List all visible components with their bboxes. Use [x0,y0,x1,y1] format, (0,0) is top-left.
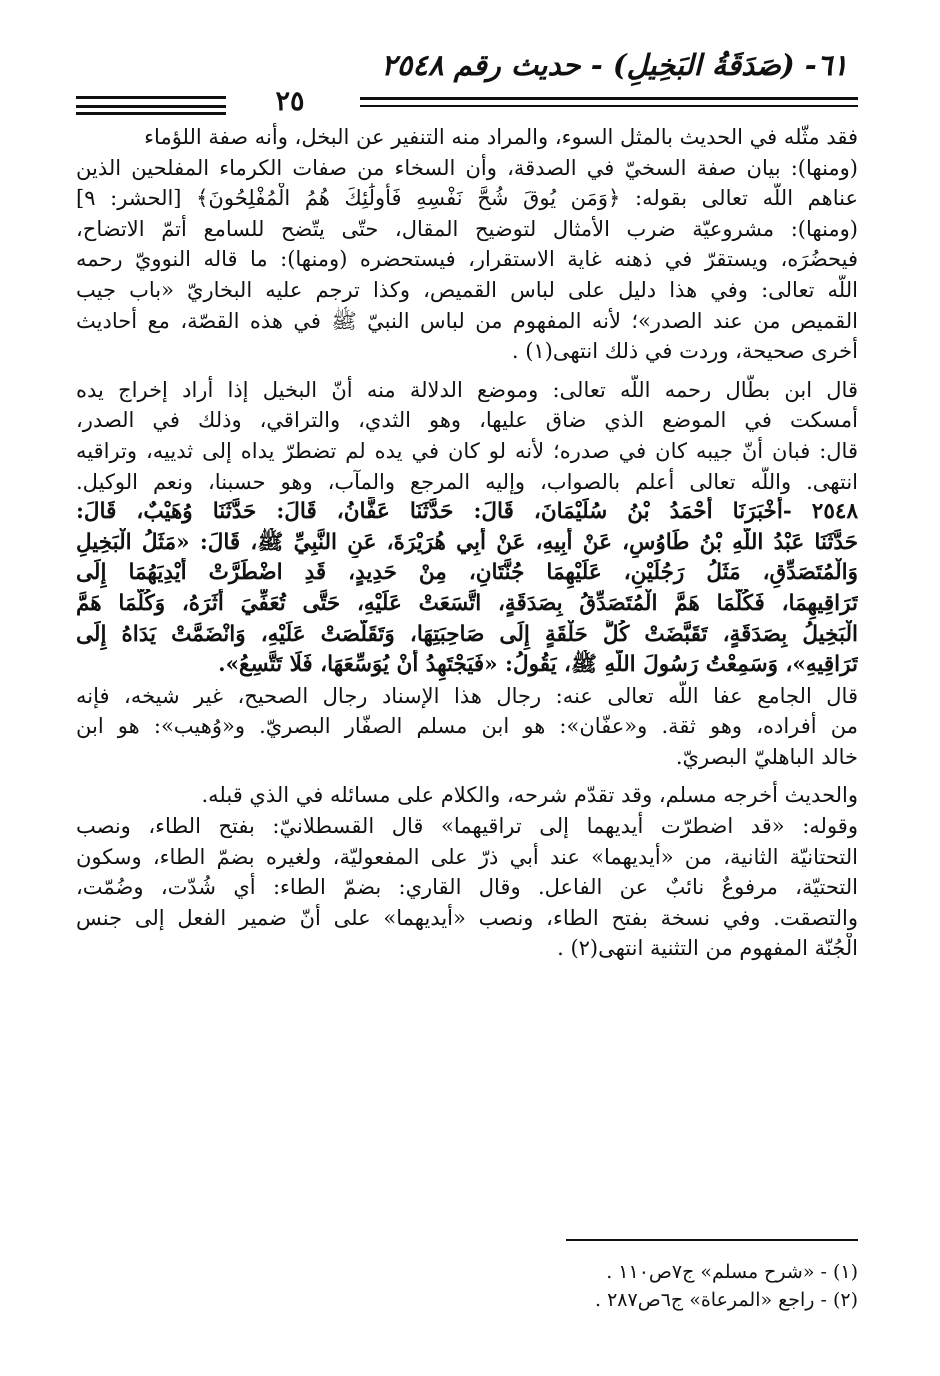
text-line: قال: فبان أنّ جيبه كان في صدره؛ لأنه لو كان في يده لم تضطرّ يداه إلى ثدييه، وتراقيه [76,438,858,463]
text-line: انتهى. واللّه تعالى أعلم بالصواب، وإليه المرجع والمآب، وهو حسبنا، ونعم الوكيل. [76,469,858,494]
paragraph-1 [76,122,858,153]
text-line: الْجُنّة المفهوم من التثنية انتهى(٢) . [557,936,858,961]
text-line: خالد الباهليّ البصريّ. [675,744,858,769]
hadith-line: حَدَّثَنَا عَبْدُ اللَّهِ بْنُ طَاوُسٍ، عَنْ أَبِيهِ، عَنْ أَبِي هُرَيْرَةَ، عَنِ النَّبِيِّ ﷺ، قَالَ: «مَثَلُ الْبَخِيلِ [76,529,858,555]
text-line: أمسكت في الموضع الذي ضاق عليها، وهو الثدي، والتراقي، وذلك في الصدر، [76,408,858,433]
text-line: قال الجامع عفا اللّه تعالى عنه: رجال هذا الإسناد رجال الصحيح، غير شيخه، فإنه [76,683,858,708]
body-text [76,122,858,964]
text-line: من أفراده، وهو ثقة. و«عفّان»: هو ابن مسلم الصفّار البصريّ. و«وُهيب»: هو ابن [76,714,858,739]
text-line: والحديث أخرجه مسلم، وقد تقدّم شرحه، والكلام على مسائله في الذي قبله. [201,783,858,808]
text-line: اللّه تعالى: وفي هذا دليل على لباس القميص، وكذا ترجم عليه البخاريّ «باب جيب [76,277,858,302]
text-line: عناهم اللّه تعالى بقوله: ﴿وَمَن يُوقَ شُحَّ نَفْسِهِ فَأُولَٰئِكَ هُمُ الْمُفْلِحُونَ﴾ [الحشر: ٩] [76,186,858,211]
text-line: التحتيّة، مرفوعٌ نائبٌ عن الفاعل. وقال القاري: بضمّ الطاء: أي شُدّت، وضُمّت، [76,875,858,900]
header-double-rule [360,97,858,100]
footnote-2: (٢) - راجع «المرعاة» ج٦ص٢٨٧ . [595,1289,858,1311]
hadith-line: تَرَاقِيهِمَا، فَكُلَّمَا هَمَّ الْمُتَصَدِّقُ بِصَدَقَةٍ، اتَّسَعَتْ عَلَيْهِ، حَتَّى تُعَفِّيَ أَثَرَهُ، وَكُلَّمَا هَمَّ [76,590,858,616]
footnote-separator [566,1239,858,1241]
text-line: فيحضُرَه، ويستقرّ في ذهنه غاية الاستقرار، فيستحضره (ومنها): ما قاله النوويّ رحمه [76,247,858,272]
paragraph-3 [76,214,858,367]
text-line: (ومنها): مشروعيّة ضرب الأمثال لتوضيح المقال، حتّى يتّضح للسامع أتمّ الاتضاح، [76,216,858,241]
hadith-line: وَالْمُتَصَدِّقِ، مَثَلُ رَجُلَيْنِ، عَلَيْهِمَا جُنَّتَانِ، مِنْ حَدِيدٍ، قَدِ اضْطَرَّتْ أَيْدِيَهُمَا إِلَى [76,560,858,586]
hadith-line: ٢٥٤٨ -أَخْبَرَنَا أَحْمَدُ بْنُ سُلَيْمَانَ، قَالَ: حَدَّثَنَا عَفَّانُ، قَالَ: حَدَّثَنَا وُهَيْبٌ، قَالَ: [76,499,858,525]
page-number: ٢٥ [275,86,305,117]
text-line: وقوله: «قد اضطرّت أيديهما إلى تراقيهما» قال القسطلانيّ: بفتح الطاء، ونصب [76,814,858,839]
text-line: (ومنها): بيان صفة السخيّ في الصدقة، وأن السخاء من صفات الكرماء المفلحين الذين [76,155,858,180]
paragraph-4 [76,375,858,497]
text-line: القميص من عند الصدر»؛ لأنه المفهوم من لباس النبيّ ﷺ في هذه القصّة، مع أحاديث [76,308,858,333]
hadith-line: تَرَاقِيهِ»، وَسَمِعْتُ رَسُولَ اللَّهِ ﷺ، يَقُولُ: «فَيَجْتَهِدُ أَنْ يُوَسِّعَهَا، فَلَا تَتَّسِعُ». [218,652,858,678]
text-line: فقد مثّله في الحديث بالمثل السوء، والمراد منه التنفير عن البخل، وأنه صفة اللؤماء [144,125,858,149]
text-line: أخرى صحيحة، وردت في ذلك انتهى(١) . [511,339,858,364]
paragraph-2 [76,153,858,214]
paragraph-6 [76,780,858,811]
text-line: التحتانيّة الثانية، من «أيديهما» عند أبي ذرّ على المفعوليّة، ولغيره بضمّ الطاء، وسكون [76,844,858,869]
paragraph-7 [76,811,858,964]
hadith-text [76,497,858,681]
footnote-1: (١) - «شرح مسلم» ج٧ص١١٠ . [606,1261,858,1283]
header-triple-rule [76,96,226,99]
text-line: قال ابن بطّال رحمه اللّه تعالى: وموضع الدلالة منه أنّ البخيل إذا أراد إخراج يده [76,377,858,402]
chapter-title: ٦١- (صَدَقَةُ البَخِيلِ) - حديث رقم ٢٥٤٨ [381,48,848,82]
text-line: والتصقت. وفي نسخة بفتح الطاء، ونصب «أيديهما» على أنّ ضمير الفعل إلى جنس [76,905,858,930]
hadith-line: الْبَخِيلُ بِصَدَقَةٍ، تَقَبَّضَتْ كُلُّ حَلْقَةٍ إِلَى صَاحِبَتِهَا، وَتَقَلَّصَتْ عَلَيْهِ، وَانْضَمَّتْ يَدَاهُ إِلَى [76,621,858,647]
paragraph-5 [76,681,858,773]
footnotes [358,1258,858,1314]
